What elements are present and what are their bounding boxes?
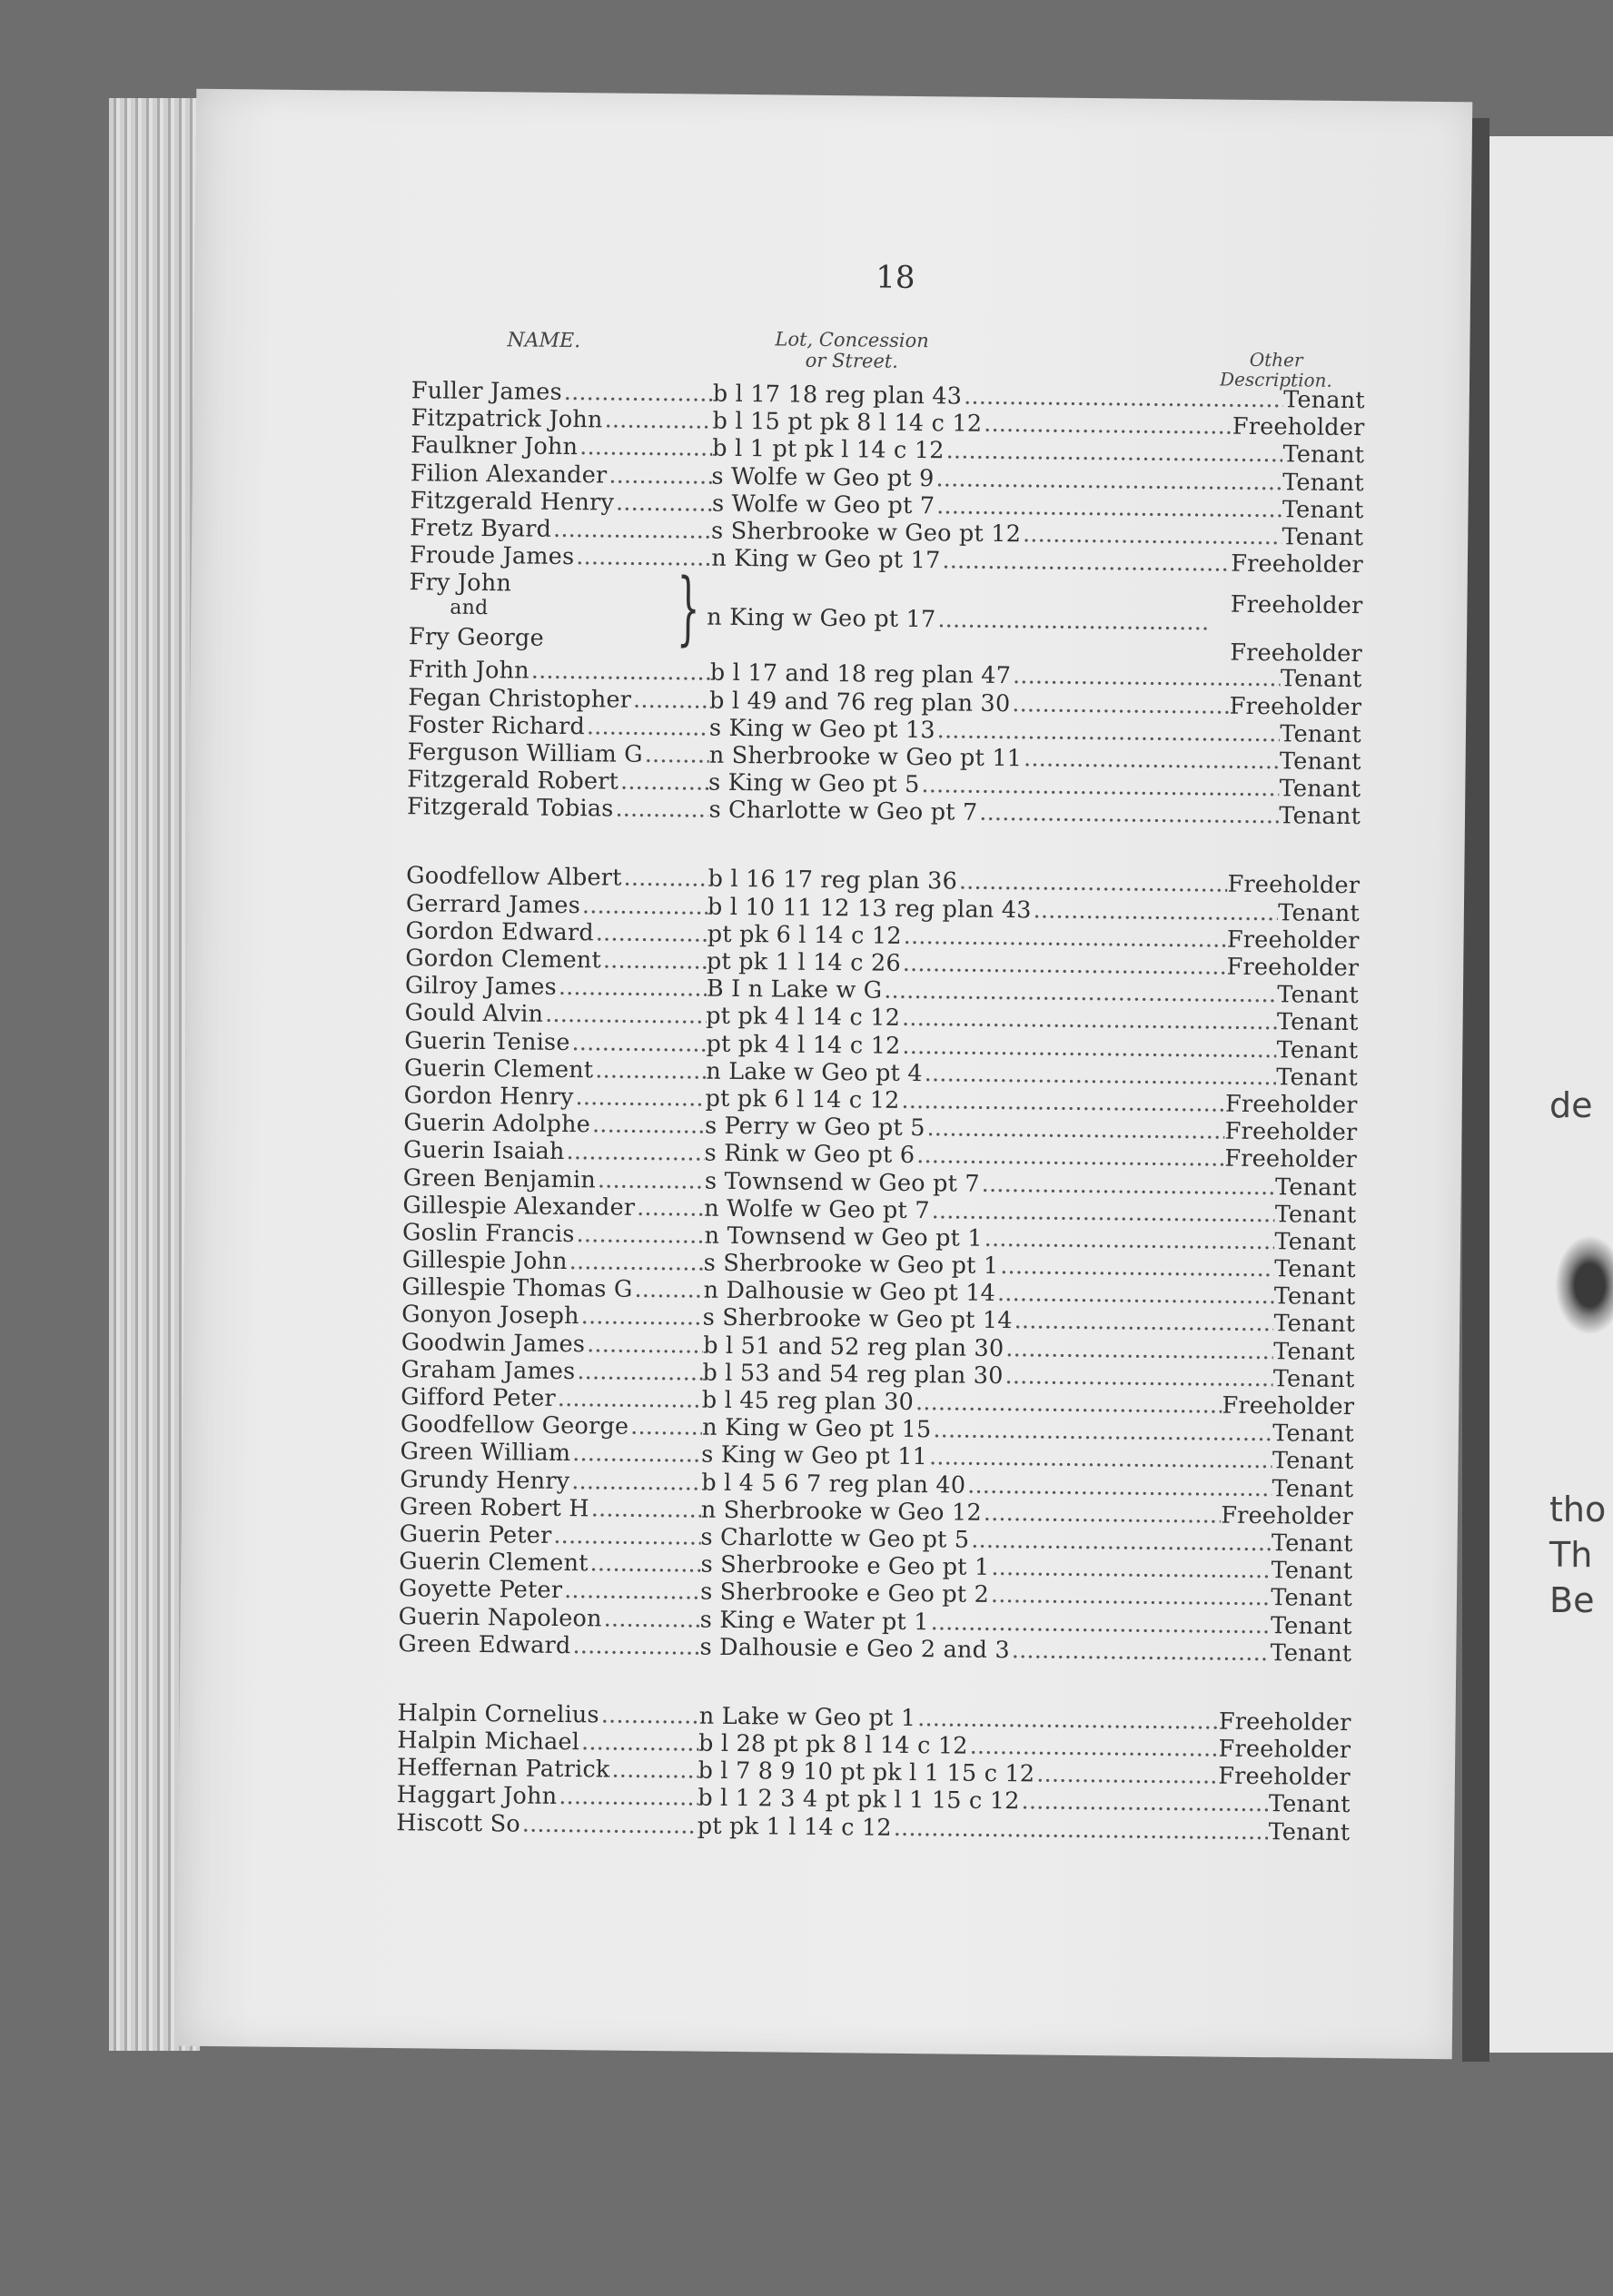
voter-name: Gerrard James	[405, 889, 581, 919]
lot-concession: s Wolfe w Geo pt 9	[711, 462, 935, 492]
lot-concession: s King w Geo pt 5	[708, 768, 920, 799]
lot-concession: b l 16 17 reg plan 36	[708, 866, 958, 896]
lot-concession: n Sherbrooke w Geo pt 11	[708, 741, 1023, 773]
joint-lot: n King w Geo pt 17	[707, 603, 936, 634]
section-h	[396, 1699, 1351, 1846]
lot-concession: b l 1 pt pk l 14 c 12	[712, 435, 945, 465]
lot-concession: pt pk 4 l 14 c 12	[706, 1030, 901, 1060]
voter-list	[396, 377, 1365, 1846]
other-description: Freeholder	[1231, 549, 1364, 579]
voter-name: Fitzpatrick John	[411, 404, 603, 434]
voter-name: Guerin Tenise	[404, 1026, 570, 1056]
other-description: Tenant	[1282, 440, 1365, 470]
other-description: Freeholder	[1232, 412, 1365, 442]
voter-name: Guerin Clement	[399, 1548, 589, 1578]
voter-name: Fitzgerald Henry	[410, 486, 615, 517]
voter-name: Faulkner John	[411, 431, 579, 461]
other-description: Tenant	[1268, 1817, 1351, 1846]
voter-name: Guerin Napoleon	[398, 1602, 602, 1632]
lot-concession: b l 4 5 6 7 reg plan 40	[701, 1469, 966, 1499]
facing-page-fragment: Th	[1549, 1535, 1593, 1575]
other-description: Freeholder	[1224, 1090, 1358, 1120]
voter-name: Goodwin James	[401, 1328, 586, 1358]
voter-name: Fretz Byard	[410, 514, 552, 543]
voter-name: Gordon Henry	[403, 1082, 574, 1112]
lot-concession: s Sherbrooke w Geo pt 14	[702, 1304, 1013, 1335]
voter-name: Filion Alexander	[410, 459, 608, 490]
voter-name: Heffernan Patrick	[396, 1754, 610, 1784]
joint-entry	[408, 560, 1363, 668]
section-f-continued	[407, 656, 1362, 830]
lot-concession: s King w Geo pt 11	[701, 1440, 928, 1471]
voter-name: Green William	[400, 1438, 571, 1468]
facing-page-fragment: Be	[1549, 1580, 1595, 1620]
lot-concession: pt pk 6 l 14 c 12	[705, 1084, 900, 1114]
other-description: Tenant	[1276, 1035, 1359, 1064]
header-lot: Lot, Concession or Street.	[775, 328, 929, 372]
other-description: Tenant	[1270, 1638, 1352, 1668]
lot-concession: b l 10 11 12 13 reg plan 43	[707, 893, 1032, 925]
voter-name: Guerin Isaiah	[402, 1136, 565, 1166]
voter-name: Froude James	[409, 541, 575, 571]
other-description: Tenant	[1273, 1282, 1356, 1311]
other-description: Tenant	[1271, 1529, 1353, 1559]
other-description: Tenant	[1274, 1228, 1357, 1257]
other-description: Tenant	[1281, 495, 1364, 524]
lot-concession: pt pk 1 l 14 c 12	[697, 1812, 892, 1842]
lot-concession: pt pk 4 l 14 c 12	[706, 1003, 901, 1033]
lot-concession: n Wolfe w Geo pt 7	[704, 1194, 930, 1224]
section-g	[398, 863, 1360, 1668]
joint-name: Fry John	[409, 569, 512, 598]
voter-name: Frith John	[408, 656, 530, 685]
lot-concession: b l 49 and 76 reg plan 30	[708, 687, 1011, 718]
lot-concession: pt pk 1 l 14 c 26	[706, 947, 901, 977]
joint-name: Fry George	[408, 623, 544, 653]
facing-page-fragment: de	[1549, 1085, 1593, 1125]
voter-name: Gillespie Thomas G	[401, 1273, 633, 1304]
voter-name: Guerin Clement	[403, 1054, 594, 1084]
joint-conjunction: and	[450, 596, 489, 620]
facing-page-fragment: tho	[1549, 1489, 1607, 1529]
lot-concession: s Wolfe w Geo pt 7	[711, 490, 935, 520]
other-description: Freeholder	[1227, 871, 1361, 900]
other-description: Freeholder	[1224, 1117, 1358, 1147]
other-description: Tenant	[1268, 1790, 1351, 1819]
voter-name: Gifford Peter	[401, 1383, 557, 1412]
other-description: Freeholder	[1224, 1144, 1358, 1174]
other-description: Tenant	[1278, 898, 1361, 927]
other-description: Tenant	[1272, 1447, 1354, 1476]
other-description: Tenant	[1279, 775, 1361, 804]
other-description: Tenant	[1283, 386, 1365, 415]
voter-name: Graham James	[401, 1355, 576, 1385]
other-description: Tenant	[1273, 1255, 1356, 1284]
other-description: Freeholder	[1226, 925, 1360, 955]
voter-name: Foster Richard	[407, 710, 586, 740]
voter-name: Grundy Henry	[400, 1465, 570, 1495]
voter-name: Gilroy James	[404, 972, 558, 1002]
lot-concession: s King e Water pt 1	[699, 1606, 929, 1636]
lot-concession: B I n Lake w G	[706, 975, 883, 1004]
joint-description: Freeholder	[1230, 638, 1363, 668]
voter-name: Halpin Michael	[397, 1727, 580, 1757]
header-other-description: Other Description.	[1219, 348, 1332, 391]
lot-concession: n Sherbrooke w Geo 12	[700, 1496, 983, 1527]
lot-concession: n King w Geo pt 15	[702, 1413, 932, 1444]
other-description: Tenant	[1276, 1063, 1359, 1092]
voter-name: Gordon Edward	[405, 916, 594, 947]
lot-concession: s Rink w Geo pt 6	[704, 1139, 915, 1170]
lot-concession: b l 53 and 54 reg plan 30	[702, 1359, 1004, 1390]
other-description: Tenant	[1276, 1008, 1359, 1037]
other-description: Tenant	[1272, 1474, 1354, 1503]
facing-page-ornament-icon	[1555, 1235, 1613, 1335]
lot-concession: b l 28 pt pk 8 l 14 c 12	[698, 1729, 968, 1760]
other-description: Freeholder	[1218, 1735, 1351, 1765]
other-description: Tenant	[1270, 1611, 1352, 1640]
other-description: Freeholder	[1221, 1501, 1354, 1530]
lot-concession: n Townsend w Geo pt 1	[704, 1222, 983, 1252]
other-description: Tenant	[1280, 665, 1362, 694]
other-description: Tenant	[1272, 1365, 1355, 1393]
voter-name: Guerin Peter	[399, 1520, 552, 1549]
joint-description: Freeholder	[1230, 590, 1363, 620]
other-description: Tenant	[1271, 1557, 1353, 1586]
header-name: NAME.	[507, 329, 581, 353]
voter-name: Haggart John	[396, 1781, 558, 1811]
other-description: Tenant	[1279, 747, 1361, 777]
other-description: Tenant	[1273, 1337, 1355, 1366]
voter-name: Gillespie John	[401, 1246, 568, 1276]
other-description: Tenant	[1274, 1173, 1357, 1202]
other-description: Tenant	[1271, 1584, 1353, 1613]
other-description: Tenant	[1274, 1200, 1357, 1229]
other-description: Tenant	[1280, 719, 1362, 748]
lot-concession: b l 1 2 3 4 pt pk l 1 15 c 12	[698, 1785, 1020, 1816]
lot-concession: s King w Geo pt 13	[708, 714, 935, 744]
brace-icon: }	[676, 560, 701, 655]
other-description: Tenant	[1277, 981, 1360, 1010]
lot-concession: s Dalhousie e Geo 2 and 3	[699, 1633, 1011, 1664]
lot-concession: n Lake w Geo pt 4	[706, 1057, 923, 1087]
page-number: 18	[875, 259, 915, 296]
other-description: Freeholder	[1226, 953, 1360, 983]
lot-concession: n Lake w Geo pt 1	[698, 1702, 916, 1732]
voter-name: Guerin Adolphe	[403, 1109, 591, 1139]
voter-name: Fegan Christopher	[408, 683, 632, 714]
voter-name: Ferguson William G	[407, 738, 643, 768]
lot-concession: s Sherbrooke w Geo pt 1	[703, 1249, 999, 1281]
voter-name: Gonyon Joseph	[401, 1301, 579, 1331]
other-description: Tenant	[1281, 523, 1364, 552]
voter-name: Gillespie Alexander	[402, 1191, 636, 1222]
lot-concession: s Sherbrooke w Geo pt 12	[710, 517, 1022, 549]
other-description: Tenant	[1272, 1420, 1355, 1449]
voter-name: Goodfellow George	[400, 1410, 629, 1440]
lot-concession: b l 15 pt pk 8 l 14 c 12	[712, 407, 983, 438]
voter-name: Fuller James	[411, 377, 563, 406]
lot-concession: s Charlotte w Geo pt 5	[700, 1523, 970, 1554]
other-description: Freeholder	[1222, 1391, 1355, 1421]
lot-concession: b l 51 and 52 reg plan 30	[703, 1331, 1004, 1362]
lot-concession: b l 7 8 9 10 pt pk l 1 15 c 12	[698, 1757, 1035, 1788]
other-description: Tenant	[1279, 802, 1361, 831]
other-description: Tenant	[1273, 1310, 1356, 1339]
lot-concession: b l 17 and 18 reg plan 47	[709, 658, 1012, 690]
voter-name: Halpin Cornelius	[397, 1698, 599, 1729]
lot-concession: s Sherbrooke e Geo pt 2	[700, 1578, 990, 1609]
lot-concession: s Perry w Geo pt 5	[704, 1112, 925, 1143]
voter-name: Gould Alvin	[404, 999, 544, 1029]
voter-name: Fitzgerald Robert	[407, 766, 619, 796]
lot-concession: s Townsend w Geo pt 7	[704, 1167, 980, 1198]
other-description: Freeholder	[1218, 1762, 1351, 1792]
voter-name: Goodfellow Albert	[406, 862, 622, 893]
voter-name: Green Edward	[398, 1629, 571, 1659]
register-page	[176, 89, 1472, 2060]
lot-concession: n King w Geo pt 17	[711, 544, 941, 575]
lot-concession: b l 45 reg plan 30	[701, 1386, 915, 1417]
other-description: Freeholder	[1218, 1707, 1351, 1737]
other-description: Freeholder	[1229, 692, 1362, 721]
lot-concession: b l 17 18 reg plan 43	[712, 380, 963, 411]
lot-concession: n Dalhousie w Geo pt 14	[703, 1276, 996, 1308]
voter-name: Hiscott So	[396, 1808, 521, 1838]
voter-name: Goyette Peter	[398, 1575, 563, 1605]
section-f	[410, 377, 1365, 579]
voter-name: Gordon Clement	[405, 945, 602, 975]
voter-name: Green Robert H	[399, 1492, 589, 1523]
lot-concession: s Sherbrooke e Geo pt 1	[700, 1550, 990, 1582]
voter-name: Fitzgerald Tobias	[406, 793, 614, 823]
other-description: Tenant	[1282, 468, 1365, 497]
voter-name: Green Benjamin	[402, 1163, 597, 1193]
lot-concession: s Charlotte w Geo pt 7	[708, 796, 978, 827]
lot-concession: pt pk 6 l 14 c 12	[707, 920, 902, 950]
voter-name: Goslin Francis	[401, 1219, 575, 1249]
